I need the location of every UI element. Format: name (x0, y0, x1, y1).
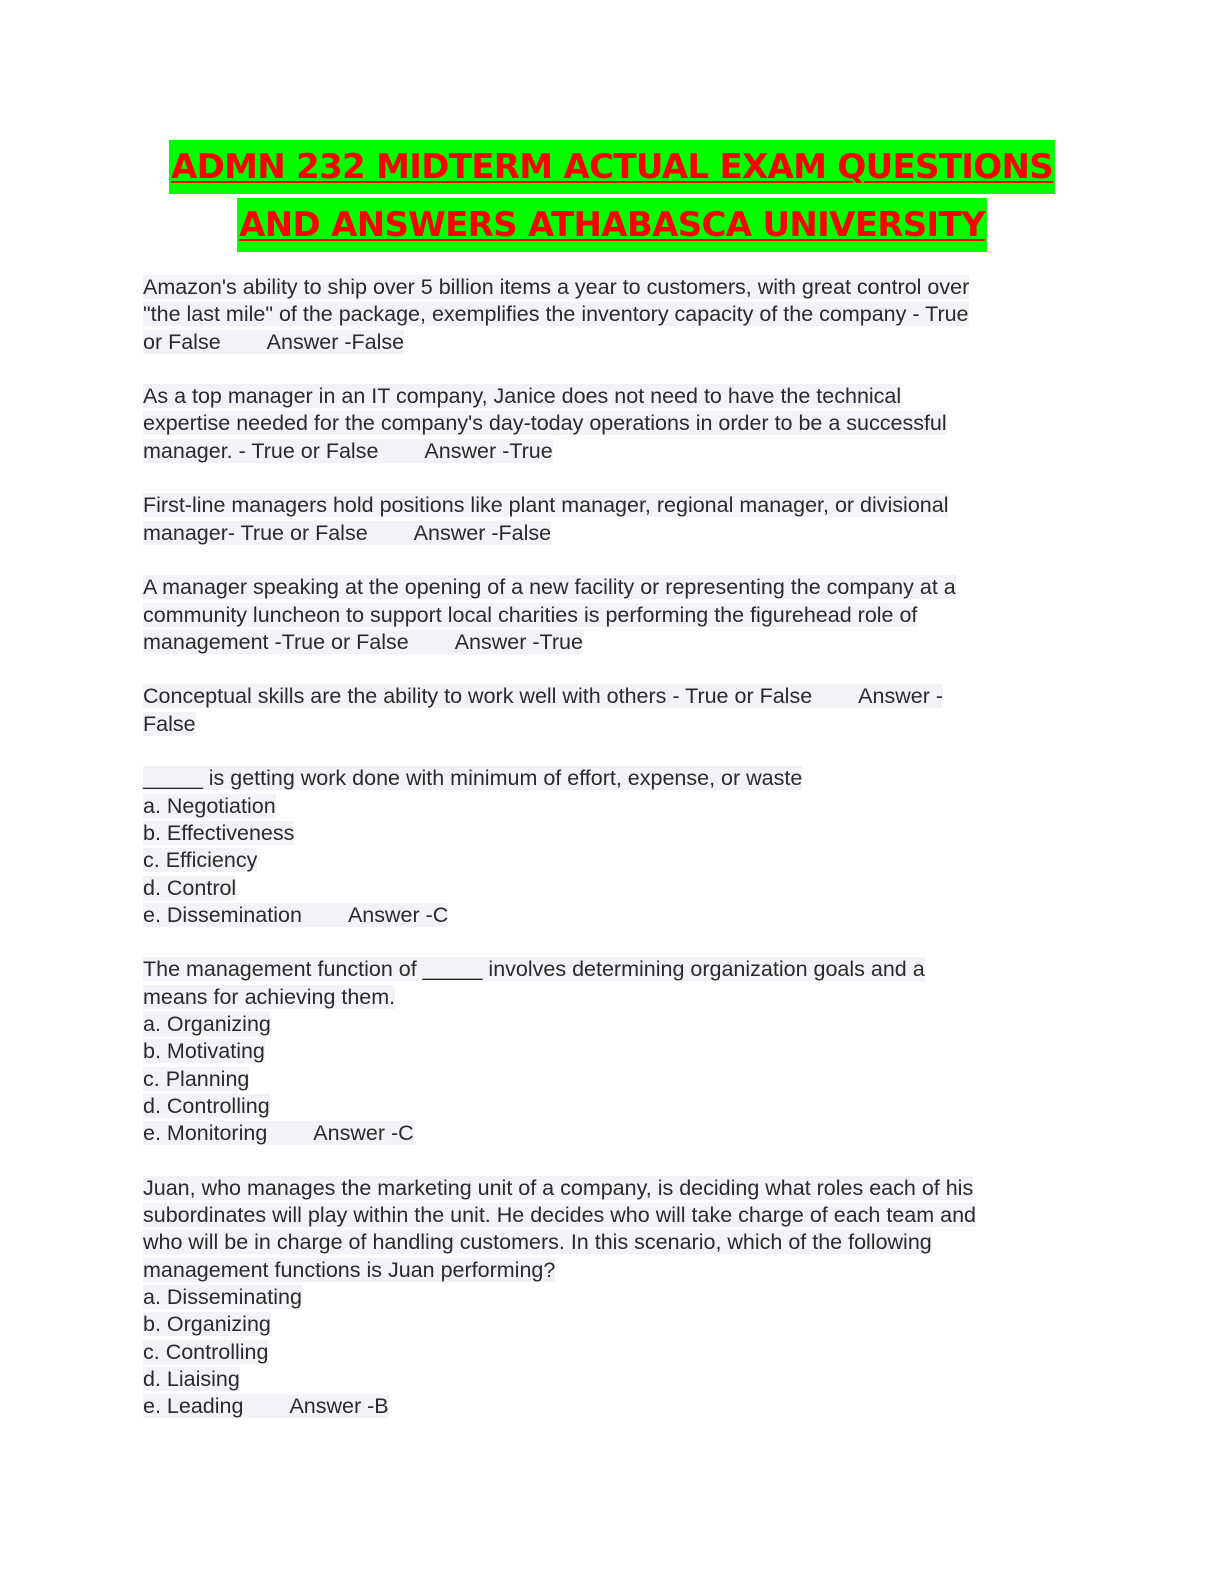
option-item: b. Motivating (143, 1039, 265, 1064)
option-item: c. Planning (143, 1066, 250, 1091)
document-title (0, 140, 1224, 256)
question-text: The management function of _____ involves determining organization goals and a (143, 957, 925, 982)
option-item: b. Organizing (143, 1312, 271, 1337)
title-line-2: AND ANSWERS ATHABASCA UNIVERSITY (237, 198, 987, 252)
question-text: manager- True or False (143, 520, 368, 545)
question-block (143, 1175, 1083, 1421)
question-text: who will be in charge of handling customers. In this scenario, which of the following (143, 1230, 932, 1255)
question-block (143, 574, 1083, 656)
answer-text: Answer -False (266, 329, 405, 354)
question-text: management functions is Juan performing? (143, 1257, 556, 1282)
question-list (143, 274, 1083, 1448)
answer-text: Answer - (858, 684, 943, 709)
answer-text: Answer -True (424, 438, 553, 463)
question-text: As a top manager in an IT company, Janice does not need to have the technical (143, 384, 902, 409)
question-block (143, 765, 1083, 929)
question-text: Amazon's ability to ship over 5 billion items a year to customers, with great control over (143, 275, 970, 299)
title-line-1: ADMN 232 MIDTERM ACTUAL EXAM QUESTIONS (169, 140, 1055, 194)
option-item: d. Controlling (143, 1093, 270, 1118)
question-text: A manager speaking at the opening of a new facility or representing the company at a (143, 575, 956, 600)
question-text: means for achieving them. (143, 984, 396, 1009)
answer-text: Answer -True (454, 629, 583, 654)
question-text: Conceptual skills are the ability to work well with others - True or False (143, 684, 813, 709)
question-block (143, 274, 1083, 356)
option-item: a. Disseminating (143, 1284, 302, 1309)
question-text: Juan, who manages the marketing unit of a company, is deciding what roles each of his (143, 1175, 974, 1200)
option-item: d. Control (143, 875, 237, 900)
option-item: c. Controlling (143, 1339, 269, 1364)
option-item: c. Efficiency (143, 848, 258, 873)
option-item: a. Negotiation (143, 793, 276, 818)
question-block (143, 956, 1083, 1147)
option-item: e. Monitoring (143, 1121, 268, 1146)
question-text: "the last mile" of the package, exemplifies the inventory capacity of the company - True (143, 302, 969, 327)
answer-text: Answer -B (289, 1394, 389, 1419)
answer-text: Answer -C (347, 902, 449, 927)
question-block (143, 492, 1083, 547)
question-text: management -True or False (143, 629, 409, 654)
option-item: e. Leading (143, 1394, 244, 1419)
question-block (143, 383, 1083, 465)
option-item: b. Effectiveness (143, 820, 295, 845)
question-block (143, 683, 1083, 738)
answer-text-continued: False (143, 711, 196, 736)
question-text: expertise needed for the company's day-today operations in order to be a successful (143, 411, 947, 436)
question-text: _____ is getting work done with minimum of effort, expense, or waste (143, 766, 803, 791)
question-text: First-line managers hold positions like plant manager, regional manager, or divisional (143, 493, 949, 518)
question-text: or False (143, 329, 221, 354)
question-text: manager. - True or False (143, 438, 379, 463)
option-item: a. Organizing (143, 1012, 271, 1037)
answer-text: Answer -C (313, 1121, 414, 1146)
option-item: d. Liaising (143, 1366, 240, 1391)
answer-text: Answer -False (413, 520, 552, 545)
question-text: community luncheon to support local charities is performing the figurehead role of (143, 602, 918, 627)
option-item: e. Dissemination (143, 902, 302, 927)
question-text: subordinates will play within the unit. He decides who will take charge of each team and (143, 1203, 976, 1228)
